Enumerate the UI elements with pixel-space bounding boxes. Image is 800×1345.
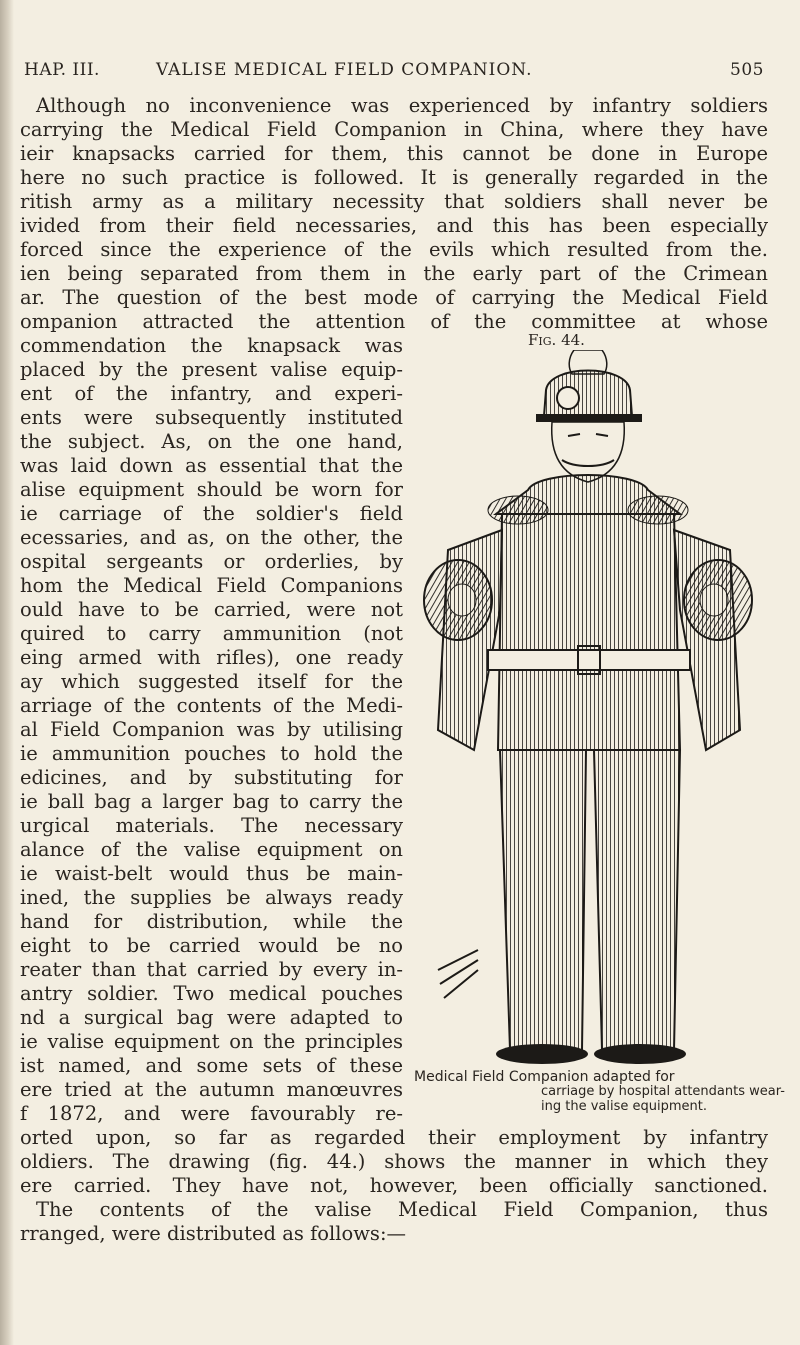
body-line: ist named, and some sets of these bbox=[20, 1054, 403, 1077]
body-line: alise equipment should be worn for bbox=[20, 478, 403, 501]
body-line: placed by the present valise equip- bbox=[20, 358, 403, 381]
figure-caption-title: Medical Field Companion adapted for bbox=[414, 1069, 675, 1085]
body-line: the subject. As, on the one hand, bbox=[20, 430, 403, 453]
body-line: quired to carry ammunition (not bbox=[20, 622, 403, 645]
body-line: forced since the experience of the evils which resulted from the. bbox=[20, 238, 768, 261]
body-line: alance of the valise equipment on bbox=[20, 838, 403, 861]
body-line: nd a surgical bag were adapted to bbox=[20, 1006, 403, 1029]
body-line: al Field Companion was by utilising bbox=[20, 718, 403, 741]
page-number: 505 bbox=[730, 60, 764, 80]
body-line: eing armed with rifles), one ready bbox=[20, 646, 403, 669]
running-header bbox=[24, 60, 764, 84]
body-line: ents were subsequently instituted bbox=[20, 406, 403, 429]
body-line: eight to be carried would be no bbox=[20, 934, 403, 957]
body-line: ie carriage of the soldier's field bbox=[20, 502, 403, 525]
body-line: Although no inconvenience was experienced by infantry soldiers bbox=[36, 94, 768, 117]
body-line: commendation the knapsack was bbox=[20, 334, 403, 357]
body-line: carrying the Medical Field Companion in China, where they have bbox=[20, 118, 768, 141]
body-line: hand for distribution, while the bbox=[20, 910, 403, 933]
figure-label: Fig. 44. bbox=[528, 331, 585, 349]
body-line: ie waist-belt would thus be main- bbox=[20, 862, 403, 885]
body-line: urgical materials. The necessary bbox=[20, 814, 403, 837]
body-line: The contents of the valise Medical Field Companion, thus bbox=[36, 1198, 768, 1221]
page-gutter-shadow bbox=[0, 0, 14, 1345]
body-line: ay which suggested itself for the bbox=[20, 670, 403, 693]
body-line: arriage of the contents of the Medi- bbox=[20, 694, 403, 717]
body-line: here no such practice is followed. It is generally regarded in the bbox=[20, 166, 768, 189]
body-line: ecessaries, and as, on the other, the bbox=[20, 526, 403, 549]
body-line: oldiers. The drawing (fig. 44.) shows the manner in which they bbox=[20, 1150, 768, 1173]
chapter-label: HAP. III. bbox=[24, 60, 100, 80]
body-line: was laid down as essential that the bbox=[20, 454, 403, 477]
body-line: ivided from their field necessaries, and this has been especially bbox=[20, 214, 768, 237]
running-title: VALISE MEDICAL FIELD COMPANION. bbox=[156, 60, 533, 80]
body-line: ie ammunition pouches to hold the bbox=[20, 742, 403, 765]
body-line: ere carried. They have not, however, been officially sanctioned. bbox=[20, 1174, 768, 1197]
soldier-illustration bbox=[418, 350, 778, 1070]
figure-caption-body: carriage by hospital attendants wear-ing the valise equipment. bbox=[541, 1084, 785, 1114]
body-line: ien being separated from them in the early part of the Crimean bbox=[20, 262, 768, 285]
body-line: reater than that carried by every in- bbox=[20, 958, 403, 981]
body-line: ere tried at the autumn manœuvres bbox=[20, 1078, 403, 1101]
body-line: hom the Medical Field Companions bbox=[20, 574, 403, 597]
body-line: ieir knapsacks carried for them, this cannot be done in Europe bbox=[20, 142, 768, 165]
body-line: ritish army as a military necessity that soldiers shall never be bbox=[20, 190, 768, 213]
body-line: antry soldier. Two medical pouches bbox=[20, 982, 403, 1005]
body-line: rranged, were distributed as follows:— bbox=[20, 1222, 407, 1245]
body-line: f 1872, and were favourably re- bbox=[20, 1102, 403, 1125]
body-line: ie valise equipment on the principles bbox=[20, 1030, 403, 1053]
body-line: edicines, and by substituting for bbox=[20, 766, 403, 789]
body-line: ie ball bag a larger bag to carry the bbox=[20, 790, 403, 813]
body-line: ent of the infantry, and experi- bbox=[20, 382, 403, 405]
body-line: ined, the supplies be always ready bbox=[20, 886, 403, 909]
body-line: ar. The question of the best mode of carrying the Medical Field bbox=[20, 286, 768, 309]
body-line: ould have to be carried, were not bbox=[20, 598, 403, 621]
body-line: orted upon, so far as regarded their employment by infantry bbox=[20, 1126, 768, 1149]
body-line: ompanion attracted the attention of the committee at whose bbox=[20, 310, 768, 333]
body-line: ospital sergeants or orderlies, by bbox=[20, 550, 403, 573]
